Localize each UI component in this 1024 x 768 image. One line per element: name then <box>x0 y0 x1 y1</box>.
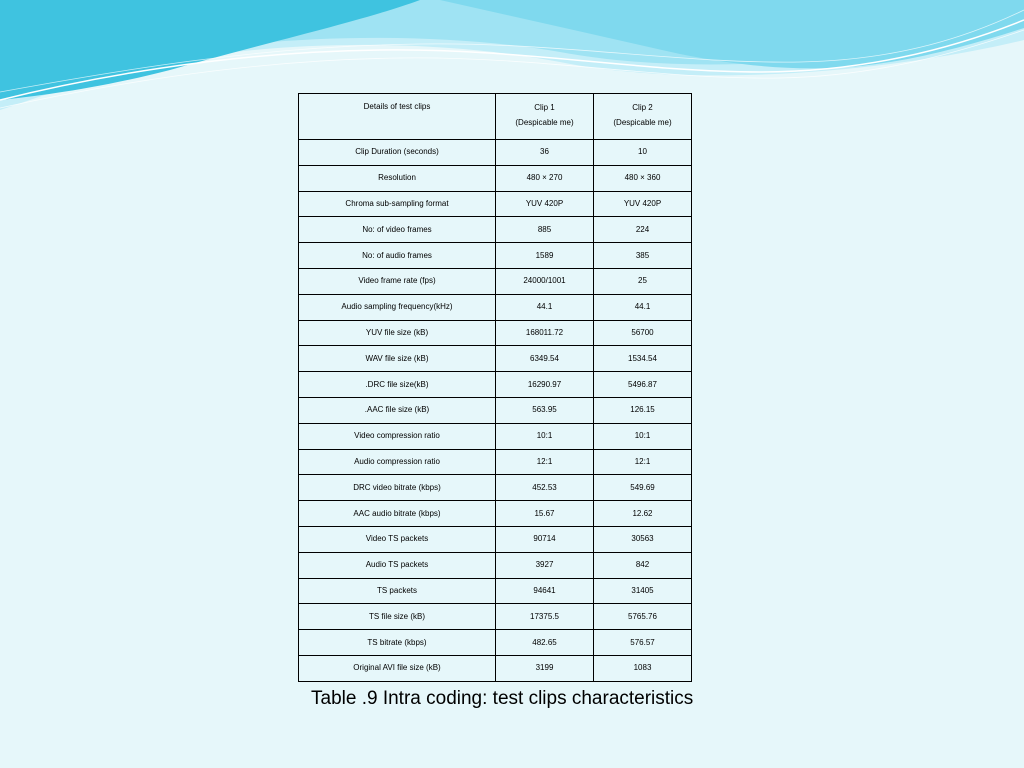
clip2-value-cell: 31405 <box>594 578 692 604</box>
table-row <box>299 372 692 398</box>
clip2-value-cell: 12:1 <box>594 449 692 475</box>
table-row <box>299 165 692 191</box>
table-row <box>299 475 692 501</box>
table-row <box>299 578 692 604</box>
table-row <box>299 320 692 346</box>
row-label-cell: WAV file size (kB) <box>299 346 496 372</box>
row-label-cell: Original AVI file size (kB) <box>299 655 496 681</box>
table-row <box>299 501 692 527</box>
row-label-cell: Audio TS packets <box>299 552 496 578</box>
header-clip2-cell <box>594 94 692 140</box>
table-caption: Table .9 Intra coding: test clips characteristics <box>311 688 694 709</box>
row-label-cell: AAC audio bitrate (kbps) <box>299 501 496 527</box>
table-row <box>299 423 692 449</box>
clip2-value-cell: 44.1 <box>594 294 692 320</box>
row-label-cell: No: of audio frames <box>299 243 496 269</box>
clip2-value-cell: 480 × 360 <box>594 165 692 191</box>
clip1-value-cell: 482.65 <box>496 630 594 656</box>
clip2-value-cell: 5765.76 <box>594 604 692 630</box>
clip2-value-cell: 1534.54 <box>594 346 692 372</box>
header-clip1-cell <box>496 94 594 140</box>
clip2-value-cell: 56700 <box>594 320 692 346</box>
clip1-value-cell: 36 <box>496 140 594 166</box>
row-label-cell: Video frame rate (fps) <box>299 268 496 294</box>
row-label-cell: Audio compression ratio <box>299 449 496 475</box>
clip1-value-cell: YUV 420P <box>496 191 594 217</box>
row-label-cell: Clip Duration (seconds) <box>299 140 496 166</box>
table-row <box>299 526 692 552</box>
table-row <box>299 397 692 423</box>
clip2-value-cell: 5496.87 <box>594 372 692 398</box>
clip2-value-cell: 30563 <box>594 526 692 552</box>
table-row <box>299 268 692 294</box>
clip1-value-cell: 16290.97 <box>496 372 594 398</box>
test-clips-table <box>298 93 692 682</box>
row-label-cell: Chroma sub-sampling format <box>299 191 496 217</box>
row-label-cell: .AAC file size (kB) <box>299 397 496 423</box>
clip2-subtitle: (Despicable me) <box>613 118 672 127</box>
clip1-value-cell: 10:1 <box>496 423 594 449</box>
table-row <box>299 346 692 372</box>
row-label-cell: .DRC file size(kB) <box>299 372 496 398</box>
row-label-cell: No: of video frames <box>299 217 496 243</box>
clip1-value-cell: 168011.72 <box>496 320 594 346</box>
clip2-value-cell: 1083 <box>594 655 692 681</box>
clip2-value-cell: 842 <box>594 552 692 578</box>
clip2-value-cell: 549.69 <box>594 475 692 501</box>
clip2-title: Clip 2 <box>632 103 653 112</box>
clip1-value-cell: 90714 <box>496 526 594 552</box>
clip1-value-cell: 563.95 <box>496 397 594 423</box>
table-row <box>299 630 692 656</box>
table-row <box>299 449 692 475</box>
clip1-value-cell: 480 × 270 <box>496 165 594 191</box>
clip1-value-cell: 1589 <box>496 243 594 269</box>
clip2-value-cell: 126.15 <box>594 397 692 423</box>
clip2-value-cell: 10:1 <box>594 423 692 449</box>
table-row <box>299 140 692 166</box>
clip2-value-cell: 10 <box>594 140 692 166</box>
table-row <box>299 552 692 578</box>
clip1-value-cell: 44.1 <box>496 294 594 320</box>
clip2-value-cell: 224 <box>594 217 692 243</box>
header-details-cell: Details of test clips <box>299 94 496 140</box>
clip1-title: Clip 1 <box>534 103 555 112</box>
clip1-value-cell: 94641 <box>496 578 594 604</box>
clip2-value-cell: 25 <box>594 268 692 294</box>
clip1-value-cell: 885 <box>496 217 594 243</box>
clip1-value-cell: 24000/1001 <box>496 268 594 294</box>
row-label-cell: TS file size (kB) <box>299 604 496 630</box>
clip1-value-cell: 6349.54 <box>496 346 594 372</box>
row-label-cell: TS packets <box>299 578 496 604</box>
clip2-value-cell: 385 <box>594 243 692 269</box>
clip2-value-cell: YUV 420P <box>594 191 692 217</box>
table-row <box>299 655 692 681</box>
clip1-value-cell: 12:1 <box>496 449 594 475</box>
table-row <box>299 243 692 269</box>
clip1-value-cell: 15.67 <box>496 501 594 527</box>
row-label-cell: Video TS packets <box>299 526 496 552</box>
table-header-row <box>299 94 692 140</box>
row-label-cell: Resolution <box>299 165 496 191</box>
table-row <box>299 217 692 243</box>
clip1-value-cell: 452.53 <box>496 475 594 501</box>
row-label-cell: TS bitrate (kbps) <box>299 630 496 656</box>
clip1-subtitle: (Despicable me) <box>515 118 574 127</box>
clip2-value-cell: 576.57 <box>594 630 692 656</box>
row-label-cell: Audio sampling frequency(kHz) <box>299 294 496 320</box>
table-row <box>299 294 692 320</box>
clip1-value-cell: 17375.5 <box>496 604 594 630</box>
clip2-value-cell: 12.62 <box>594 501 692 527</box>
table-row <box>299 604 692 630</box>
row-label-cell: Video compression ratio <box>299 423 496 449</box>
row-label-cell: YUV file size (kB) <box>299 320 496 346</box>
table-row <box>299 191 692 217</box>
clip1-value-cell: 3199 <box>496 655 594 681</box>
clip1-value-cell: 3927 <box>496 552 594 578</box>
row-label-cell: DRC video bitrate (kbps) <box>299 475 496 501</box>
